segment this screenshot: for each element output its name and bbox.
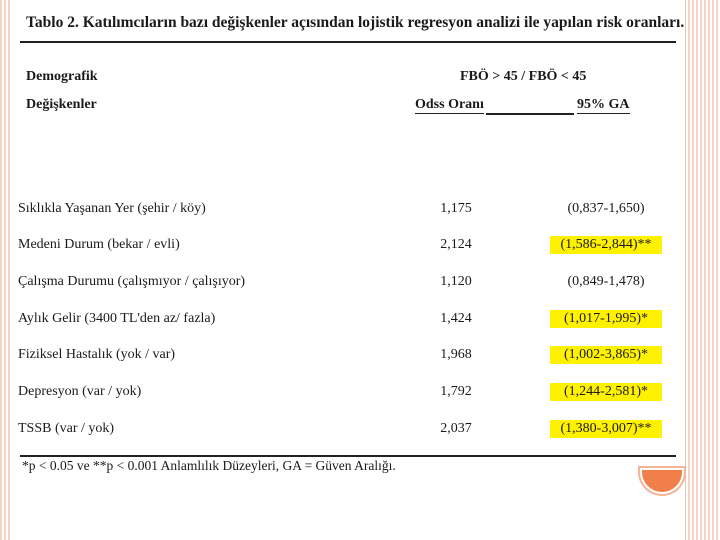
top-rule bbox=[20, 41, 676, 43]
row-odds: 1,792 bbox=[440, 384, 472, 399]
table-footnote: *p < 0.05 ve **p < 0.001 Anlamlılık Düzeyleri, GA = Güven Aralığı. bbox=[22, 458, 396, 473]
header-odds-ratio: Odss Oranı bbox=[415, 97, 484, 112]
decorative-stripe-right bbox=[686, 0, 720, 540]
header-group: FBÖ > 45 / FBÖ < 45 bbox=[460, 69, 587, 84]
header-ci: 95% GA bbox=[577, 97, 630, 112]
row-ci: (0,849-1,478) bbox=[567, 274, 645, 289]
row-variable: Sıklıkla Yaşanan Yer (şehir / köy) bbox=[18, 201, 206, 216]
row-odds: 1,424 bbox=[440, 311, 472, 326]
row-variable: Medeni Durum (bekar / evli) bbox=[18, 237, 180, 252]
bottom-rule bbox=[20, 455, 676, 457]
table-row bbox=[14, 384, 678, 404]
row-ci-highlighted: (1,244-2,581)* bbox=[550, 383, 662, 401]
row-variable: TSSB (var / yok) bbox=[18, 421, 115, 436]
row-ci-highlighted: (1,380-3,007)** bbox=[550, 420, 662, 438]
row-odds: 1,120 bbox=[440, 274, 472, 289]
row-variable: Aylık Gelir (3400 TL'den az/ fazla) bbox=[18, 311, 216, 326]
table-row bbox=[14, 201, 678, 221]
header-demographic: Demografik bbox=[26, 69, 98, 84]
row-variable: Fiziksel Hastalık (yok / var) bbox=[18, 347, 176, 362]
table-document bbox=[14, 0, 685, 540]
row-variable: Çalışma Durumu (çalışmıyor / çalışıyor) bbox=[18, 274, 246, 289]
decorative-stripe-left bbox=[0, 0, 10, 540]
header-underline bbox=[486, 113, 574, 115]
row-ci: (0,837-1,650) bbox=[567, 201, 645, 216]
table-title: Tablo 2. Katılımcıların bazı değişkenler açısından lojistik regresyon analizi ile yapılan risk oranları. bbox=[26, 14, 685, 31]
row-ci-highlighted: (1,002-3,865)* bbox=[550, 346, 662, 364]
header-variables: Değişkenler bbox=[26, 97, 97, 112]
row-odds: 2,124 bbox=[440, 237, 472, 252]
table-row bbox=[14, 237, 678, 257]
row-ci-highlighted: (1,017-1,995)* bbox=[550, 310, 662, 328]
row-ci-highlighted: (1,586-2,844)** bbox=[550, 236, 662, 254]
row-odds: 1,968 bbox=[440, 347, 472, 362]
table-row bbox=[14, 347, 678, 367]
table-row bbox=[14, 274, 678, 294]
row-variable: Depresyon (var / yok) bbox=[18, 384, 142, 399]
row-odds: 2,037 bbox=[440, 421, 472, 436]
row-odds: 1,175 bbox=[440, 201, 472, 216]
table-row bbox=[14, 421, 678, 441]
table-row bbox=[14, 311, 678, 331]
